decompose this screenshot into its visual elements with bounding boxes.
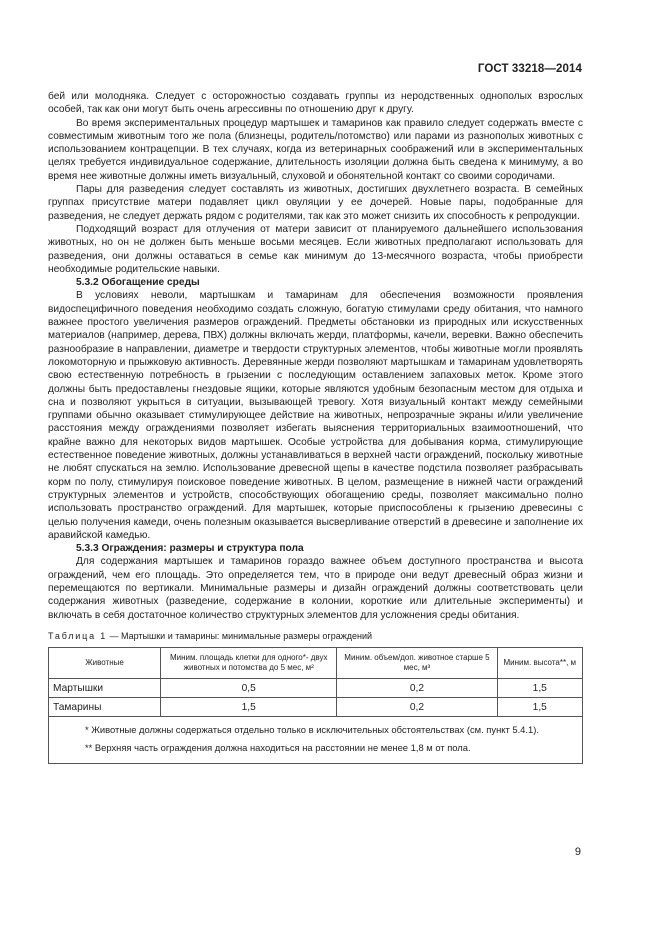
paragraph-continuation: бей или молодняка. Следует с осторожностью создавать группы из неродственных однополых взрослых особей, так как они могут быть очень агрессивны по отношению друг к другу.	[48, 91, 583, 116]
table-footnote-1: * Животные должны содержаться отдельно только в исключительных обстоятельствах (см. пункт 5.4.1).	[85, 724, 539, 736]
table-footnote-2: ** Верхняя часть ограждения должна находиться на расстоянии не менее 1,8 м от пола.	[85, 742, 471, 754]
header-height: Миним. высота**, м	[497, 648, 582, 679]
table-header-row	[49, 648, 583, 679]
cell-animal: Мартышки	[49, 679, 161, 698]
paragraph-enrichment: В условиях неволи, мартышкам и тамаринам для обеспечения возможности проявления видоспецифичного поведения необходимо создать сложную, богатую стимулами среду обитания, что намного важнее простого увеличения размеров ограждений. Предметы обстановки из природных или искусственных материалов (например, дерева, ПВХ) должны включать жерди, платформы, качели, веревки. Важно обеспечить разнообразие в направлении, диаметре и твердости структурных элементов, чтобы животные могли проявлять локомоторную и прыжковую активность. Деревянные жерди позволяют мартышкам и тамаринам удовлетворять свою естественную потребность в грызении с последующим оставлением запаховых меток. Кроме этого должны быть предоставлены гнездовые ящики, которые являются удобным безопасным местом для отдыха и сна и позволяют укрыться в ситуации, вызывающей тревогу. Хотя визуальный контакт между семейными группами обычно оказывает стимулирующее действие на животных, непрозрачные экраны и/или увеличение расстояния между ограждениями позволяет избегать выяснения территориальных взаимоотношений, что крайне важно для некоторых видов мартышек. Особые устройства для добывания корма, стимулирующие естественное поведение животных, должны устанавливаться в верхней части ограждений, поскольку животные не любят спускаться на землю. Использование древесной щепы в качестве подстила позволяет разбрасывать корм по полу, стимулируя поисковое поведение животных. В целом, размещение в нижней части ограждений структурных элементов и устройств, способствующих обогащению среды, позволяет максимально полно использовать пространство ограждений. Для мартышек, которые приспособлены к грызению древесины с целью получения камеди, очень полезным оказывается высверливание отверстий в древесине и заполнение их аравийской камедью.	[48, 290, 583, 541]
cell-area: 0,5	[161, 679, 337, 698]
standard-header: ГОСТ 33218—2014	[477, 63, 582, 75]
cell-area: 1,5	[161, 698, 337, 717]
paragraph-experimental-procedures: Во время экспериментальных процедур мартышек и тамаринов как правило следует содержать вместе с совместимым животным того же пола (близнецы, родитель/потомство) или парами из разнополых животных с использованием контрацепции. В тех случаях, когда из ветеринарных соображений или в экспериментальных целях требуется индивидуальное содержание, длительность изоляции должна быть сведена к минимуму, а во время нее животные должны иметь визуальный, слуховой и обонятельной контакт со своими сородичами.	[48, 117, 583, 182]
cell-height: 1,5	[497, 698, 582, 717]
document-body	[48, 90, 583, 764]
paragraph-enclosures: Для содержания мартышек и тамаринов гораздо важнее объем доступного пространства и высота ограждений, чем его площадь. Это определяется тем, что в природе они ведут древесный образ жизни и перемещаются по вертикали. Минимальные размеры и дизайн ограждений должны соответствовать цели содержания животных (разведение, содержание в колонии, короткие или длительные эксперименты) и включать в себя достаточное количество структурных элементов для усложнения среды обитания.	[48, 556, 583, 621]
cell-animal: Тамарины	[49, 698, 161, 717]
table-caption	[48, 630, 583, 643]
paragraph-breeding-pairs: Пары для разведения следует составлять из животных, достигших двухлетнего возраста. В семейных группах присутствие матери подавляет цикл овуляции у ее дочерей. Новые пары, подобранные для разведения, не следует держать рядом с родителями, так как это может снизить их способность к репродукции.	[48, 184, 583, 222]
table-caption-label: Таблица 1	[48, 630, 107, 641]
section-heading-5-3-3: 5.3.3 Ограждения: размеры и структура пола	[76, 543, 304, 555]
header-animals: Животные	[49, 648, 161, 679]
enclosure-size-table	[48, 647, 583, 764]
table-row	[49, 698, 583, 717]
table-notes	[49, 717, 583, 764]
cell-volume: 0,2	[337, 679, 497, 698]
table-row	[49, 679, 583, 698]
page-number: 9	[574, 846, 581, 858]
section-heading-5-3-2: 5.3.2 Обогащение среды	[76, 277, 200, 289]
header-area: Миним. площадь клетки для одного*- двух животных и потомства до 5 мес, м²	[161, 648, 337, 679]
cell-volume: 0,2	[337, 698, 497, 717]
header-volume: Миним. объем/доп. животное старше 5 мес, м³	[337, 648, 497, 679]
table-notes-row	[49, 717, 583, 764]
cell-height: 1,5	[497, 679, 582, 698]
table-caption-text: — Мартышки и тамарины: минимальные размеры ограждений	[107, 630, 373, 641]
paragraph-weaning-age: Подходящий возраст для отлучения от матери зависит от планируемого дальнейшего использования животных, но он не должен быть меньше восьми месяцев. Если животных предполагают использовать для разведения, они должны оставаться в семье как минимум до 13-месячного возраста, чтобы приобрести необходимые родительские навыки.	[48, 223, 583, 275]
